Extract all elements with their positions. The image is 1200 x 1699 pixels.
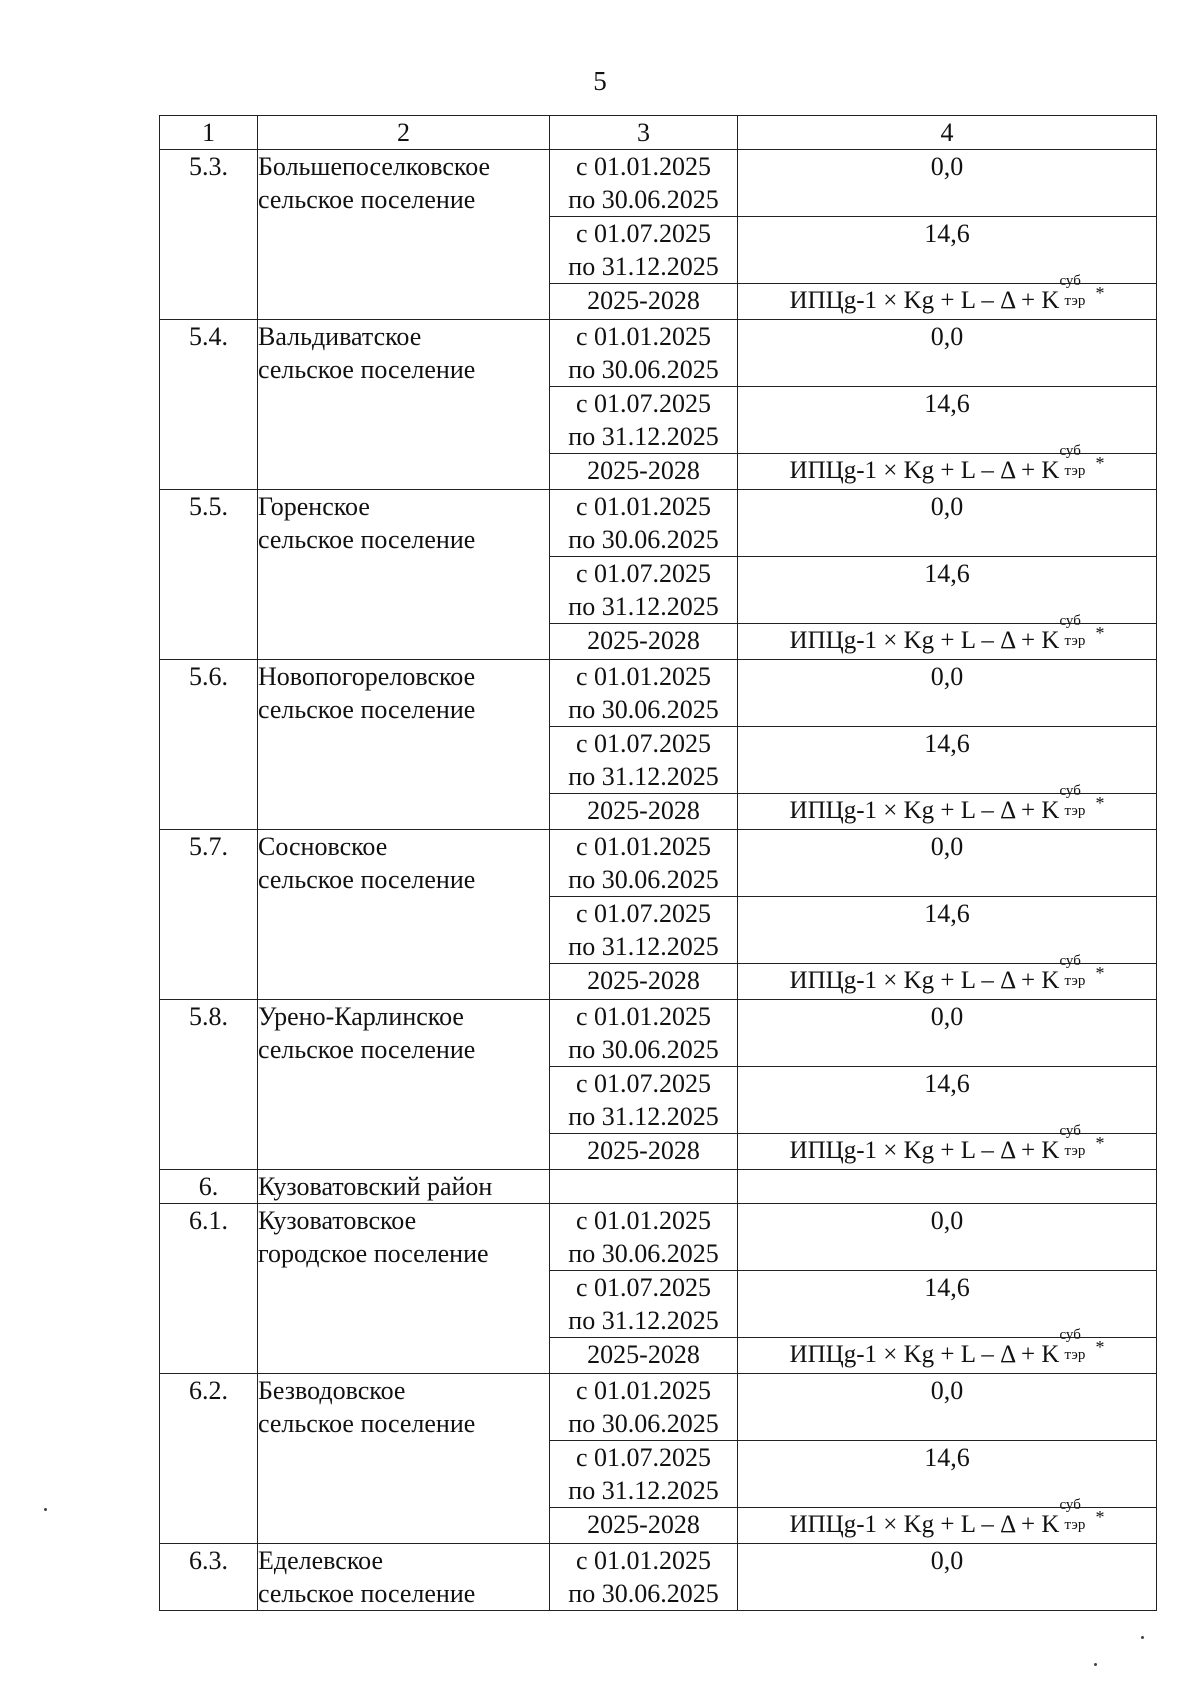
period-line: по 30.06.2025 — [568, 1579, 719, 1608]
empty-value-cell — [738, 1170, 1157, 1204]
formula-indices — [1059, 1123, 1095, 1159]
settlement-name-line: сельское поселение — [258, 1579, 476, 1608]
value-text: 0,0 — [930, 1206, 964, 1235]
formula-indices — [1059, 1327, 1095, 1363]
settlement-name-line: Вальдиватское — [258, 322, 422, 351]
table-row — [160, 490, 1157, 557]
formula-subscript: тэр — [1064, 803, 1086, 819]
formula-indices — [1059, 1497, 1095, 1533]
settlement-name — [258, 830, 550, 1000]
row-number — [160, 660, 258, 830]
settlement-name-line: Кузоватовское — [258, 1206, 417, 1235]
formula-footnote-mark: * — [1095, 1337, 1105, 1357]
value-cell — [738, 320, 1157, 387]
value-cell — [738, 1067, 1157, 1134]
formula-subscript: тэр — [1064, 633, 1086, 649]
period-line: с 01.01.2025 — [575, 1546, 712, 1575]
period-line: по 30.06.2025 — [568, 1239, 719, 1268]
formula-footnote-mark: * — [1095, 1507, 1105, 1527]
formula-text: ИПЦg-1 × Kg + L – Δ + K — [789, 457, 1060, 484]
row-number-text: 6. — [198, 1172, 219, 1201]
period-line: с 01.07.2025 — [575, 729, 712, 758]
formula-cell — [738, 443, 1157, 490]
period-cell — [550, 320, 738, 387]
period-cell — [550, 1338, 738, 1374]
period-line: по 31.12.2025 — [568, 1476, 719, 1505]
period-line: 2025-2028 — [587, 966, 700, 995]
value-text: 14,6 — [924, 559, 970, 588]
period-cell — [550, 897, 738, 964]
scan-speck — [44, 1508, 47, 1511]
table-row — [160, 830, 1157, 897]
value-cell — [738, 830, 1157, 897]
settlement-name — [258, 1374, 550, 1544]
period-cell — [550, 1000, 738, 1067]
value-cell — [738, 490, 1157, 557]
period-cell — [550, 727, 738, 794]
formula-text: ИПЦg-1 × Kg + L – Δ + K — [789, 287, 1060, 314]
formula-subscript: тэр — [1064, 293, 1086, 309]
period-line: 2025-2028 — [587, 626, 700, 655]
header-col-3: 3 — [550, 116, 738, 150]
formula-subscript: тэр — [1064, 1347, 1086, 1363]
formula-footnote-mark: * — [1095, 1133, 1105, 1153]
period-line: по 31.12.2025 — [568, 762, 719, 791]
value-cell — [738, 1374, 1157, 1441]
period-cell — [550, 490, 738, 557]
period-line: с 01.07.2025 — [575, 1443, 712, 1472]
period-cell — [550, 1067, 738, 1134]
period-line: с 01.07.2025 — [575, 559, 712, 588]
period-line: с 01.01.2025 — [575, 832, 712, 861]
formula-footnote-mark: * — [1095, 283, 1105, 303]
period-line: 2025-2028 — [587, 286, 700, 315]
value-text: 14,6 — [924, 899, 970, 928]
value-text: 0,0 — [930, 832, 964, 861]
period-line: с 01.01.2025 — [575, 1206, 712, 1235]
formula-footnote-mark: * — [1095, 623, 1105, 643]
row-number-text: 5.3. — [189, 152, 228, 181]
row-number — [160, 830, 258, 1000]
period-line: с 01.01.2025 — [575, 492, 712, 521]
settlement-name-line: Большепоселковское — [258, 152, 491, 181]
settlement-name-line: городское поселение — [258, 1239, 489, 1268]
row-number-text: 6.1. — [189, 1206, 228, 1235]
header-row — [160, 116, 1157, 150]
period-line: с 01.01.2025 — [575, 1376, 712, 1405]
formula-text: ИПЦg-1 × Kg + L – Δ + K — [789, 967, 1060, 994]
value-cell — [738, 1204, 1157, 1271]
row-number-text: 5.4. — [189, 322, 228, 351]
formula-cell — [738, 613, 1157, 660]
period-line: 2025-2028 — [587, 1136, 700, 1165]
formula-subscript: тэр — [1064, 973, 1086, 989]
formula-subscript: тэр — [1064, 463, 1086, 479]
formula-indices — [1059, 783, 1095, 819]
formula-footnote-mark: * — [1095, 793, 1105, 813]
formula-text: ИПЦg-1 × Kg + L – Δ + K — [789, 1137, 1060, 1164]
period-line: с 01.01.2025 — [575, 322, 712, 351]
value-text: 0,0 — [930, 492, 964, 521]
value-cell — [738, 217, 1157, 284]
formula-cell — [738, 1497, 1157, 1544]
settlement-name — [258, 660, 550, 830]
period-line: по 30.06.2025 — [568, 695, 719, 724]
settlement-name-line: Новопогореловское — [258, 662, 476, 691]
formula-superscript: суб — [1059, 443, 1081, 459]
table-row — [160, 150, 1157, 217]
period-cell — [550, 1544, 738, 1611]
header-col-2: 2 — [258, 116, 550, 150]
value-cell — [738, 1271, 1157, 1338]
period-cell — [550, 387, 738, 454]
period-cell — [550, 964, 738, 1000]
period-line: по 31.12.2025 — [568, 932, 719, 961]
settlement-name-line: Урено-Карлинское — [258, 1002, 464, 1031]
table-row — [160, 1000, 1157, 1067]
row-number-text: 5.6. — [189, 662, 228, 691]
period-line: по 30.06.2025 — [568, 525, 719, 554]
period-cell — [550, 1271, 738, 1338]
value-text: 0,0 — [930, 1376, 964, 1405]
settlement-name-line: Сосновское — [258, 832, 388, 861]
formula-superscript: суб — [1059, 1123, 1081, 1139]
period-line: по 30.06.2025 — [568, 1409, 719, 1438]
row-number — [160, 1000, 258, 1170]
period-cell — [550, 624, 738, 660]
row-number — [160, 1204, 258, 1374]
value-text: 0,0 — [930, 152, 964, 181]
table-row — [160, 1204, 1157, 1271]
value-cell — [738, 1441, 1157, 1508]
settlement-name-line: Безводовское — [258, 1376, 406, 1405]
settlement-name-line: Горенское — [258, 492, 370, 521]
row-number-text: 6.2. — [189, 1376, 228, 1405]
period-line: 2025-2028 — [587, 456, 700, 485]
row-number — [160, 1544, 258, 1611]
period-cell — [550, 1134, 738, 1170]
scan-speck — [1094, 1663, 1097, 1666]
period-cell — [550, 794, 738, 830]
formula-text: ИПЦg-1 × Kg + L – Δ + K — [789, 627, 1060, 654]
row-number-text: 5.8. — [189, 1002, 228, 1031]
settlement-name — [258, 490, 550, 660]
row-number — [160, 1170, 258, 1204]
period-line: по 30.06.2025 — [568, 1035, 719, 1064]
formula-indices — [1059, 613, 1095, 649]
row-number-text: 5.7. — [189, 832, 228, 861]
settlement-name-line: сельское поселение — [258, 355, 476, 384]
row-number — [160, 1374, 258, 1544]
value-text: 14,6 — [924, 1273, 970, 1302]
value-text: 14,6 — [924, 1443, 970, 1472]
formula-superscript: суб — [1059, 1327, 1081, 1343]
formula-superscript: суб — [1059, 783, 1081, 799]
formula-cell — [738, 783, 1157, 830]
period-line: по 31.12.2025 — [568, 1306, 719, 1335]
settlement-name-line: сельское поселение — [258, 525, 476, 554]
period-line: по 31.12.2025 — [568, 592, 719, 621]
settlement-name-line: сельское поселение — [258, 185, 476, 214]
formula-indices — [1059, 953, 1095, 989]
settlement-name-line: сельское поселение — [258, 695, 476, 724]
value-text: 14,6 — [924, 219, 970, 248]
formula-subscript: тэр — [1064, 1517, 1086, 1533]
formula-superscript: суб — [1059, 273, 1081, 289]
formula-cell — [738, 1123, 1157, 1170]
period-cell — [550, 557, 738, 624]
district-name-text: Кузоватовский район — [258, 1172, 493, 1201]
formula-footnote-mark: * — [1095, 963, 1105, 983]
period-line: с 01.01.2025 — [575, 152, 712, 181]
formula-superscript: суб — [1059, 1497, 1081, 1513]
period-cell — [550, 830, 738, 897]
settlement-name — [258, 150, 550, 320]
settlement-name — [258, 1204, 550, 1374]
page-number: 5 — [593, 66, 607, 96]
formula-indices — [1059, 443, 1095, 479]
settlement-name-line: сельское поселение — [258, 865, 476, 894]
period-cell — [550, 1374, 738, 1441]
settlement-name-line: сельское поселение — [258, 1409, 476, 1438]
value-cell — [738, 1544, 1157, 1611]
settlement-name-line: Еделевское — [258, 1546, 383, 1575]
formula-cell — [738, 953, 1157, 1000]
settlement-name-line: сельское поселение — [258, 1035, 476, 1064]
period-line: по 30.06.2025 — [568, 865, 719, 894]
period-cell — [550, 150, 738, 217]
tariff-table — [159, 115, 1157, 1611]
formula-subscript: тэр — [1064, 1143, 1086, 1159]
formula-superscript: суб — [1059, 613, 1081, 629]
scan-speck — [1141, 1636, 1144, 1639]
row-number — [160, 150, 258, 320]
period-cell — [550, 217, 738, 284]
table-row — [160, 1544, 1157, 1611]
formula-text: ИПЦg-1 × Kg + L – Δ + K — [789, 1511, 1060, 1538]
row-number-text: 6.3. — [189, 1546, 228, 1575]
period-line: с 01.01.2025 — [575, 1002, 712, 1031]
value-cell — [738, 150, 1157, 217]
period-line: с 01.07.2025 — [575, 389, 712, 418]
period-line: по 31.12.2025 — [568, 422, 719, 451]
value-text: 0,0 — [930, 1002, 964, 1031]
table-row — [160, 320, 1157, 387]
period-line: 2025-2028 — [587, 796, 700, 825]
formula-superscript: суб — [1059, 953, 1081, 969]
period-cell — [550, 1508, 738, 1544]
table-row — [160, 1374, 1157, 1441]
value-cell — [738, 387, 1157, 454]
period-line: 2025-2028 — [587, 1510, 700, 1539]
value-cell — [738, 897, 1157, 964]
formula-cell — [738, 1327, 1157, 1374]
formula-cell — [738, 273, 1157, 320]
settlement-name — [258, 320, 550, 490]
period-line: с 01.07.2025 — [575, 1069, 712, 1098]
value-text: 14,6 — [924, 389, 970, 418]
value-cell — [738, 727, 1157, 794]
district-row — [160, 1170, 1157, 1204]
tariff-table-body — [160, 116, 1157, 1611]
formula-text: ИПЦg-1 × Kg + L – Δ + K — [789, 1341, 1060, 1368]
period-line: по 31.12.2025 — [568, 1102, 719, 1131]
period-line: по 30.06.2025 — [568, 185, 719, 214]
value-text: 14,6 — [924, 1069, 970, 1098]
period-cell — [550, 660, 738, 727]
period-line: с 01.07.2025 — [575, 1273, 712, 1302]
formula-text: ИПЦg-1 × Kg + L – Δ + K — [789, 797, 1060, 824]
row-number-text: 5.5. — [189, 492, 228, 521]
period-cell — [550, 1441, 738, 1508]
header-col-4: 4 — [738, 116, 1157, 150]
value-cell — [738, 557, 1157, 624]
value-cell — [738, 1000, 1157, 1067]
formula-footnote-mark: * — [1095, 453, 1105, 473]
district-name — [258, 1170, 550, 1204]
row-number — [160, 320, 258, 490]
period-line: с 01.07.2025 — [575, 219, 712, 248]
settlement-name — [258, 1000, 550, 1170]
period-line: по 31.12.2025 — [568, 252, 719, 281]
period-cell — [550, 454, 738, 490]
value-text: 0,0 — [930, 322, 964, 351]
value-cell — [738, 660, 1157, 727]
period-line: по 30.06.2025 — [568, 355, 719, 384]
period-cell — [550, 1204, 738, 1271]
period-line: с 01.07.2025 — [575, 899, 712, 928]
value-text: 0,0 — [930, 1546, 964, 1575]
formula-indices — [1059, 273, 1095, 309]
empty-period-cell — [550, 1170, 738, 1204]
row-number — [160, 490, 258, 660]
settlement-name — [258, 1544, 550, 1611]
value-text: 14,6 — [924, 729, 970, 758]
header-col-1: 1 — [160, 116, 258, 150]
period-cell — [550, 284, 738, 320]
period-line: 2025-2028 — [587, 1340, 700, 1369]
value-text: 0,0 — [930, 662, 964, 691]
period-line: с 01.01.2025 — [575, 662, 712, 691]
table-row — [160, 660, 1157, 727]
